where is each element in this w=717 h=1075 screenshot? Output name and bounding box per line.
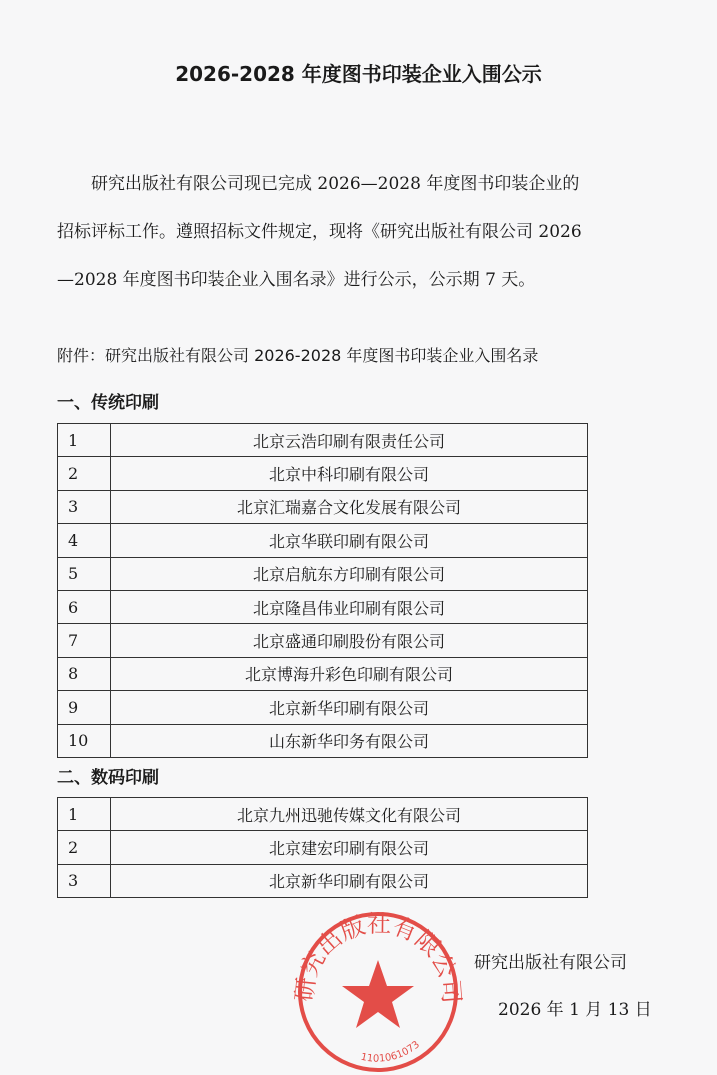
company-name: 北京建宏印刷有限公司 [111, 831, 588, 864]
table-row [58, 624, 588, 657]
table-row [58, 457, 588, 490]
section-heading-digital: 二、数码印刷 [57, 768, 159, 788]
company-name: 北京云浩印刷有限责任公司 [111, 424, 588, 457]
signature-organization: 研究出版社有限公司 [474, 953, 627, 973]
company-name: 北京启航东方印刷有限公司 [111, 557, 588, 590]
table-row [58, 724, 588, 757]
digital-printing-table [57, 797, 588, 898]
table-row [58, 831, 588, 864]
row-number: 8 [58, 657, 111, 690]
signature-date: 2026 年 1 月 13 日 [498, 1000, 652, 1020]
row-number: 5 [58, 557, 111, 590]
company-name: 北京新华印刷有限公司 [111, 864, 588, 897]
row-number: 1 [58, 424, 111, 457]
intro-paragraph [57, 160, 657, 304]
table-row [58, 657, 588, 690]
table-row [58, 557, 588, 590]
company-name: 北京博海升彩色印刷有限公司 [111, 657, 588, 690]
row-number: 3 [58, 490, 111, 523]
row-number: 6 [58, 590, 111, 623]
row-number: 10 [58, 724, 111, 757]
company-name: 北京华联印刷有限公司 [111, 524, 588, 557]
company-name: 北京新华印刷有限公司 [111, 691, 588, 724]
row-number: 1 [58, 798, 111, 831]
company-name: 北京隆昌伟业印刷有限公司 [111, 590, 588, 623]
table-row [58, 691, 588, 724]
document-title: 2026-2028 年度图书印装企业入围公示 [175, 62, 542, 86]
table-row [58, 864, 588, 897]
row-number: 7 [58, 624, 111, 657]
table-row [58, 590, 588, 623]
table-row [58, 490, 588, 523]
paragraph-line: —2028 年度图书印装企业入围名录》进行公示，公示期 7 天。 [57, 270, 536, 290]
seal-text: 研究出版社有限公司 [290, 909, 466, 1005]
company-name: 北京盛通印刷股份有限公司 [111, 624, 588, 657]
traditional-printing-table [57, 423, 588, 758]
row-number: 3 [58, 864, 111, 897]
row-number: 9 [58, 691, 111, 724]
paragraph-line: 招标评标工作。遵照招标文件规定，现将《研究出版社有限公司 2026 [57, 222, 582, 242]
row-number: 2 [58, 457, 111, 490]
official-seal [288, 902, 468, 1072]
table-row [58, 798, 588, 831]
company-name: 山东新华印务有限公司 [111, 724, 588, 757]
table-row [58, 524, 588, 557]
paragraph-line: 研究出版社有限公司现已完成 2026—2028 年度图书印装企业的 [57, 174, 580, 194]
company-name: 北京九州迅驰传媒文化有限公司 [111, 798, 588, 831]
company-name: 北京汇瑞嘉合文化发展有限公司 [111, 490, 588, 523]
table-row [58, 424, 588, 457]
row-number: 2 [58, 831, 111, 864]
attachment-label: 附件：研究出版社有限公司 2026-2028 年度图书印装企业入围名录 [57, 346, 539, 365]
company-name: 北京中科印刷有限公司 [111, 457, 588, 490]
seal-code: 1101061073 [359, 1039, 422, 1065]
section-heading-traditional: 一、传统印刷 [57, 393, 159, 413]
row-number: 4 [58, 524, 111, 557]
